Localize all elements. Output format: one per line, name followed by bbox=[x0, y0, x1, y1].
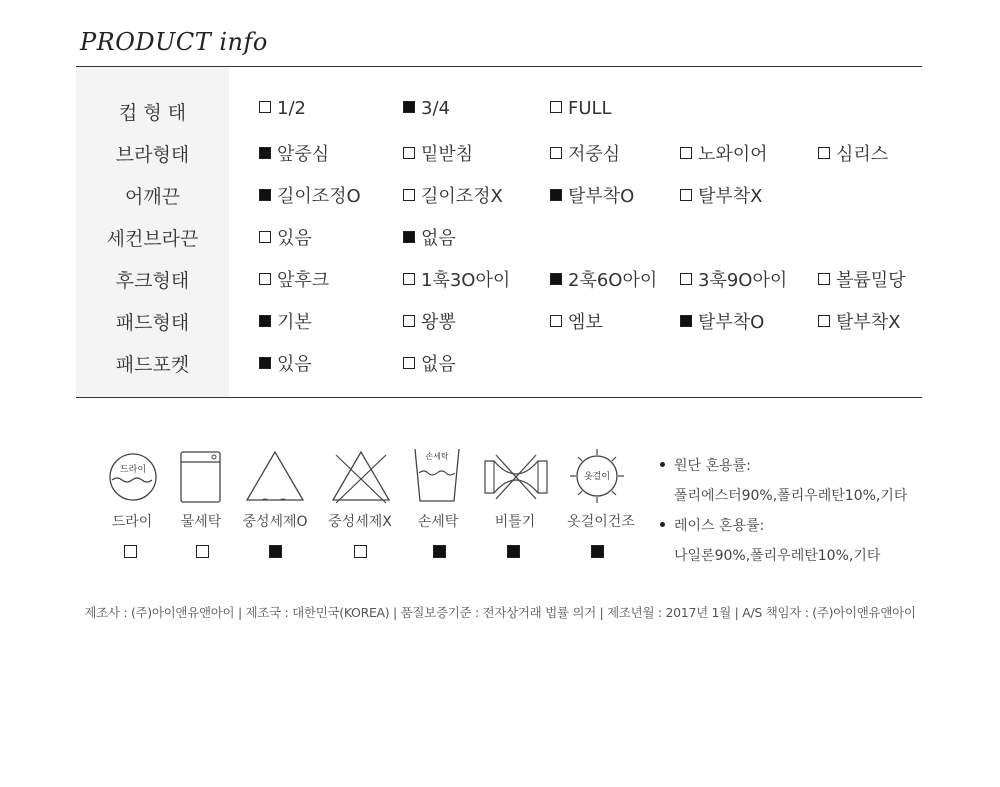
unchecked-box-icon[interactable] bbox=[550, 315, 562, 327]
spec-option-label: 길이조정O bbox=[277, 186, 361, 207]
spec-option[interactable] bbox=[403, 98, 450, 119]
unchecked-box-icon[interactable] bbox=[259, 101, 271, 113]
spec-option-label: 탈부착O bbox=[698, 312, 765, 333]
spec-option-label: 탈부착X bbox=[836, 312, 901, 333]
water-wash-icon bbox=[180, 447, 222, 505]
spec-row bbox=[76, 88, 922, 130]
checked-box-icon[interactable] bbox=[680, 315, 692, 327]
unchecked-box-icon[interactable] bbox=[403, 357, 415, 369]
unchecked-box-icon[interactable] bbox=[403, 315, 415, 327]
unchecked-box-icon[interactable] bbox=[550, 147, 562, 159]
checked-box-icon[interactable] bbox=[259, 315, 271, 327]
spec-option-label: 3훅9O아이 bbox=[698, 270, 788, 291]
care-label-neutral-detergent: 중성세제O bbox=[242, 514, 308, 530]
manufacturer-footer: 제조사 : (주)아이앤유앤아이 | 제조국 : 대한민국(KOREA) | 품질보증기준 : 전자상거래 법률 의거 | 제조년월 : 2017년 1월 | A/S 책임자 : (주)아이앤유앤아이 bbox=[84, 605, 916, 620]
spec-option-label: 탈부착X bbox=[698, 186, 763, 207]
care-checkbox-hand-wash[interactable] bbox=[433, 545, 446, 558]
spec-option[interactable] bbox=[680, 140, 768, 166]
checked-box-icon[interactable] bbox=[550, 273, 562, 285]
spec-row bbox=[76, 214, 922, 256]
bullet-icon bbox=[660, 462, 665, 467]
spec-row bbox=[76, 256, 922, 298]
checked-box-icon[interactable] bbox=[550, 189, 562, 201]
spec-option[interactable] bbox=[403, 140, 473, 166]
care-label-water-wash: 물세탁 bbox=[180, 514, 222, 530]
spec-option-label: 볼륨밀당 bbox=[836, 270, 906, 291]
spec-option[interactable] bbox=[818, 140, 888, 166]
hand-wash-icon-text: 손세탁 bbox=[425, 452, 449, 461]
spec-row-label: 어깨끈 bbox=[124, 186, 181, 208]
spec-option[interactable] bbox=[550, 266, 657, 292]
spec-option-label: 2훅6O아이 bbox=[568, 270, 658, 291]
spec-row-label: 후크형태 bbox=[115, 270, 190, 292]
spec-option-label: 길이조정X bbox=[421, 186, 503, 207]
checked-box-icon[interactable] bbox=[259, 189, 271, 201]
spec-option-label: 있음 bbox=[277, 354, 312, 375]
spec-option-label: 3/4 bbox=[421, 98, 450, 119]
spec-option[interactable] bbox=[403, 224, 456, 250]
spec-row-label: 컵 형 태 bbox=[118, 102, 187, 124]
spec-option-label: 왕뽕 bbox=[421, 312, 456, 333]
care-label-no-neutral: 중성세제X bbox=[328, 514, 392, 530]
spec-option-label: 있음 bbox=[277, 228, 312, 249]
bullet-icon bbox=[660, 522, 665, 527]
care-checkbox-neutral-detergent[interactable] bbox=[269, 545, 282, 558]
fabric-main-value: 폴리에스터90%,폴리우레탄10%,기타 bbox=[674, 488, 908, 504]
checked-box-icon[interactable] bbox=[403, 231, 415, 243]
spec-option-label: 탈부착O bbox=[568, 186, 635, 207]
neutral-detergent-icon bbox=[244, 447, 306, 505]
spec-row bbox=[76, 130, 922, 172]
spec-row-label: 세컨브라끈 bbox=[106, 228, 199, 250]
spec-row bbox=[76, 172, 922, 214]
fabric-lace-label-line bbox=[660, 515, 764, 535]
care-checkbox-no-neutral[interactable] bbox=[354, 545, 367, 558]
unchecked-box-icon[interactable] bbox=[680, 189, 692, 201]
care-label-hanger-dry: 옷걸이건조 bbox=[567, 514, 635, 530]
spec-row bbox=[76, 340, 922, 382]
spec-option-label: 엠보 bbox=[568, 312, 603, 333]
unchecked-box-icon[interactable] bbox=[403, 147, 415, 159]
spec-option[interactable] bbox=[259, 182, 361, 208]
spec-option[interactable] bbox=[259, 224, 312, 250]
care-checkbox-dry-clean[interactable] bbox=[124, 545, 137, 558]
unchecked-box-icon[interactable] bbox=[550, 101, 562, 113]
spec-option-label: 노와이어 bbox=[698, 144, 768, 165]
unchecked-box-icon[interactable] bbox=[403, 189, 415, 201]
care-checkbox-hanger-dry[interactable] bbox=[591, 545, 604, 558]
unchecked-box-icon[interactable] bbox=[818, 315, 830, 327]
spec-option[interactable] bbox=[818, 308, 901, 334]
unchecked-box-icon[interactable] bbox=[680, 273, 692, 285]
spec-row-label: 패드형태 bbox=[115, 312, 190, 334]
spec-option[interactable] bbox=[259, 266, 329, 292]
care-checkbox-water-wash[interactable] bbox=[196, 545, 209, 558]
checked-box-icon[interactable] bbox=[403, 101, 415, 113]
spec-option-label: 1/2 bbox=[277, 98, 306, 119]
spec-option-label: 앞중심 bbox=[277, 144, 330, 165]
checked-box-icon[interactable] bbox=[259, 357, 271, 369]
unchecked-box-icon[interactable] bbox=[680, 147, 692, 159]
spec-row-label: 브라형태 bbox=[115, 144, 190, 166]
unchecked-box-icon[interactable] bbox=[818, 273, 830, 285]
spec-option[interactable] bbox=[550, 140, 620, 166]
page-title: PRODUCT info bbox=[80, 28, 268, 56]
spec-option[interactable] bbox=[680, 308, 764, 334]
hanger-dry-icon bbox=[566, 447, 628, 505]
bottom-divider bbox=[76, 397, 922, 398]
unchecked-box-icon[interactable] bbox=[403, 273, 415, 285]
spec-option-label: FULL bbox=[568, 98, 612, 119]
spec-option-label: 앞후크 bbox=[277, 270, 330, 291]
care-label-no-wring: 비틀기 bbox=[494, 514, 536, 530]
spec-option[interactable] bbox=[550, 182, 634, 208]
spec-option[interactable] bbox=[259, 350, 312, 376]
no-neutral-detergent-icon bbox=[330, 447, 392, 505]
spec-option-label: 없음 bbox=[421, 354, 456, 375]
spec-option[interactable] bbox=[550, 308, 603, 334]
spec-option[interactable] bbox=[680, 266, 787, 292]
spec-option[interactable] bbox=[550, 98, 612, 119]
spec-option-label: 기본 bbox=[277, 312, 312, 333]
hand-wash-icon bbox=[412, 447, 462, 505]
fabric-lace-label: 레이스 혼용률: bbox=[674, 518, 765, 534]
spec-option-label: 저중심 bbox=[568, 144, 621, 165]
spec-option-label: 1훅3O아이 bbox=[421, 270, 511, 291]
spec-option[interactable] bbox=[403, 182, 503, 208]
spec-option[interactable] bbox=[680, 182, 763, 208]
checked-box-icon[interactable] bbox=[259, 147, 271, 159]
spec-option[interactable] bbox=[403, 266, 510, 292]
fabric-lace-value: 나일론90%,폴리우레탄10%,기타 bbox=[674, 548, 881, 564]
spec-option[interactable] bbox=[259, 308, 312, 334]
spec-option-label: 심리스 bbox=[836, 144, 889, 165]
unchecked-box-icon[interactable] bbox=[818, 147, 830, 159]
dry-clean-icon-text: 드라이 bbox=[119, 465, 147, 475]
spec-option-label: 없음 bbox=[421, 228, 456, 249]
dry-clean-icon bbox=[108, 447, 158, 501]
spec-option[interactable] bbox=[818, 266, 906, 292]
care-label-hand-wash: 손세탁 bbox=[417, 514, 459, 530]
no-wring-icon bbox=[482, 447, 550, 505]
spec-option-label: 밑받침 bbox=[421, 144, 474, 165]
unchecked-box-icon[interactable] bbox=[259, 273, 271, 285]
spec-option[interactable] bbox=[259, 98, 306, 119]
spec-option[interactable] bbox=[259, 140, 329, 166]
spec-option[interactable] bbox=[403, 308, 456, 334]
care-checkbox-no-wring[interactable] bbox=[507, 545, 520, 558]
spec-row bbox=[76, 298, 922, 340]
hanger-dry-icon-text: 옷걸이 bbox=[583, 472, 611, 482]
fabric-main-label: 원단 혼용률: bbox=[674, 458, 751, 474]
unchecked-box-icon[interactable] bbox=[259, 231, 271, 243]
fabric-main-label-line bbox=[660, 455, 751, 475]
care-label-dry-clean: 드라이 bbox=[111, 514, 153, 530]
spec-option[interactable] bbox=[403, 350, 456, 376]
spec-row-label: 패드포켓 bbox=[115, 354, 190, 376]
